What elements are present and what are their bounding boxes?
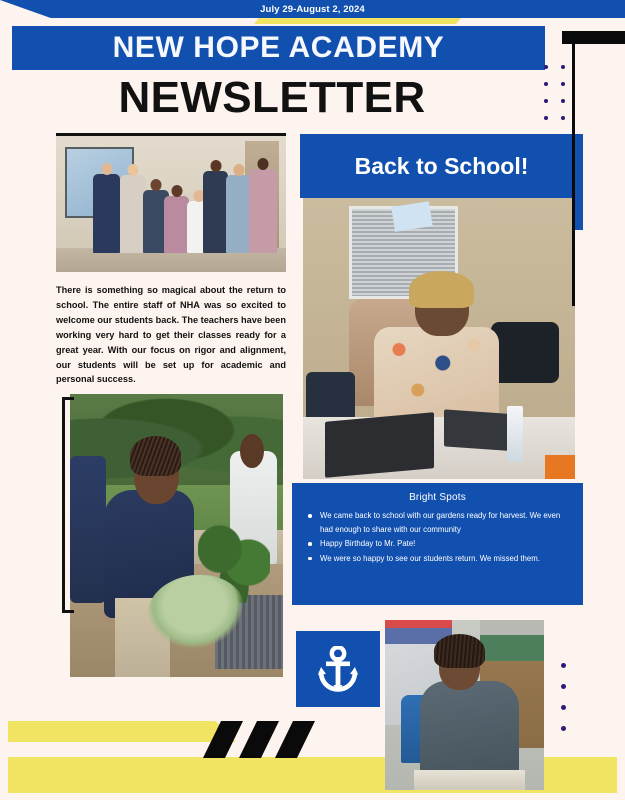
black-corner-bar-vertical xyxy=(572,44,575,306)
dot xyxy=(544,116,548,120)
dot xyxy=(561,663,566,668)
garden-photo xyxy=(70,394,283,677)
yellow-bar-upper xyxy=(8,721,236,742)
garden-photo-bracket xyxy=(62,397,74,613)
school-name: NEW HOPE ACADEMY xyxy=(112,31,445,64)
dot-column-decoration xyxy=(561,663,566,731)
principal-office-photo xyxy=(303,198,575,479)
bright-spots-title: Bright Spots xyxy=(409,492,466,503)
black-corner-bar-horizontal xyxy=(562,31,625,44)
page-title: NEWSLETTER xyxy=(118,73,426,122)
feature-headline xyxy=(300,134,583,198)
dot xyxy=(561,684,566,689)
feature-headline-text: Back to School! xyxy=(354,152,529,179)
dot-grid-decoration xyxy=(537,58,571,126)
black-diagonal-stripe xyxy=(275,721,315,758)
dot xyxy=(561,99,565,103)
dot xyxy=(561,116,565,120)
anchor-logo-box xyxy=(296,631,380,707)
dot xyxy=(544,99,548,103)
dot xyxy=(561,82,565,86)
black-diagonal-stripe xyxy=(239,721,279,758)
anchor-icon xyxy=(316,646,360,692)
date-range-text: July 29-August 2, 2024 xyxy=(260,3,365,15)
student-classroom-photo xyxy=(385,620,544,790)
bright-spots-panel xyxy=(292,483,583,605)
dot xyxy=(561,705,566,710)
dot xyxy=(561,65,565,69)
list-item: We were so happy to see our students return. We missed them. xyxy=(302,552,573,566)
dot xyxy=(544,65,548,69)
date-bar xyxy=(0,0,625,18)
dot xyxy=(561,726,566,731)
bright-spots-list xyxy=(302,509,573,566)
list-item: We came back to school with our gardens ready for harvest. We even had enough to share with our community xyxy=(302,509,573,536)
dot xyxy=(544,82,548,86)
orange-accent-block xyxy=(545,455,575,479)
intro-paragraph: There is something so magical about the return to school. The entire staff of NHA was so excited to welcome our students back. The teachers have been working very hard to get their classes ready for a great year. With our focus on rigor and alignment, our students will be set up for academic and personal success. xyxy=(56,285,286,385)
staff-group-photo xyxy=(56,133,286,272)
list-item: Happy Birthday to Mr. Pate! xyxy=(302,537,573,551)
